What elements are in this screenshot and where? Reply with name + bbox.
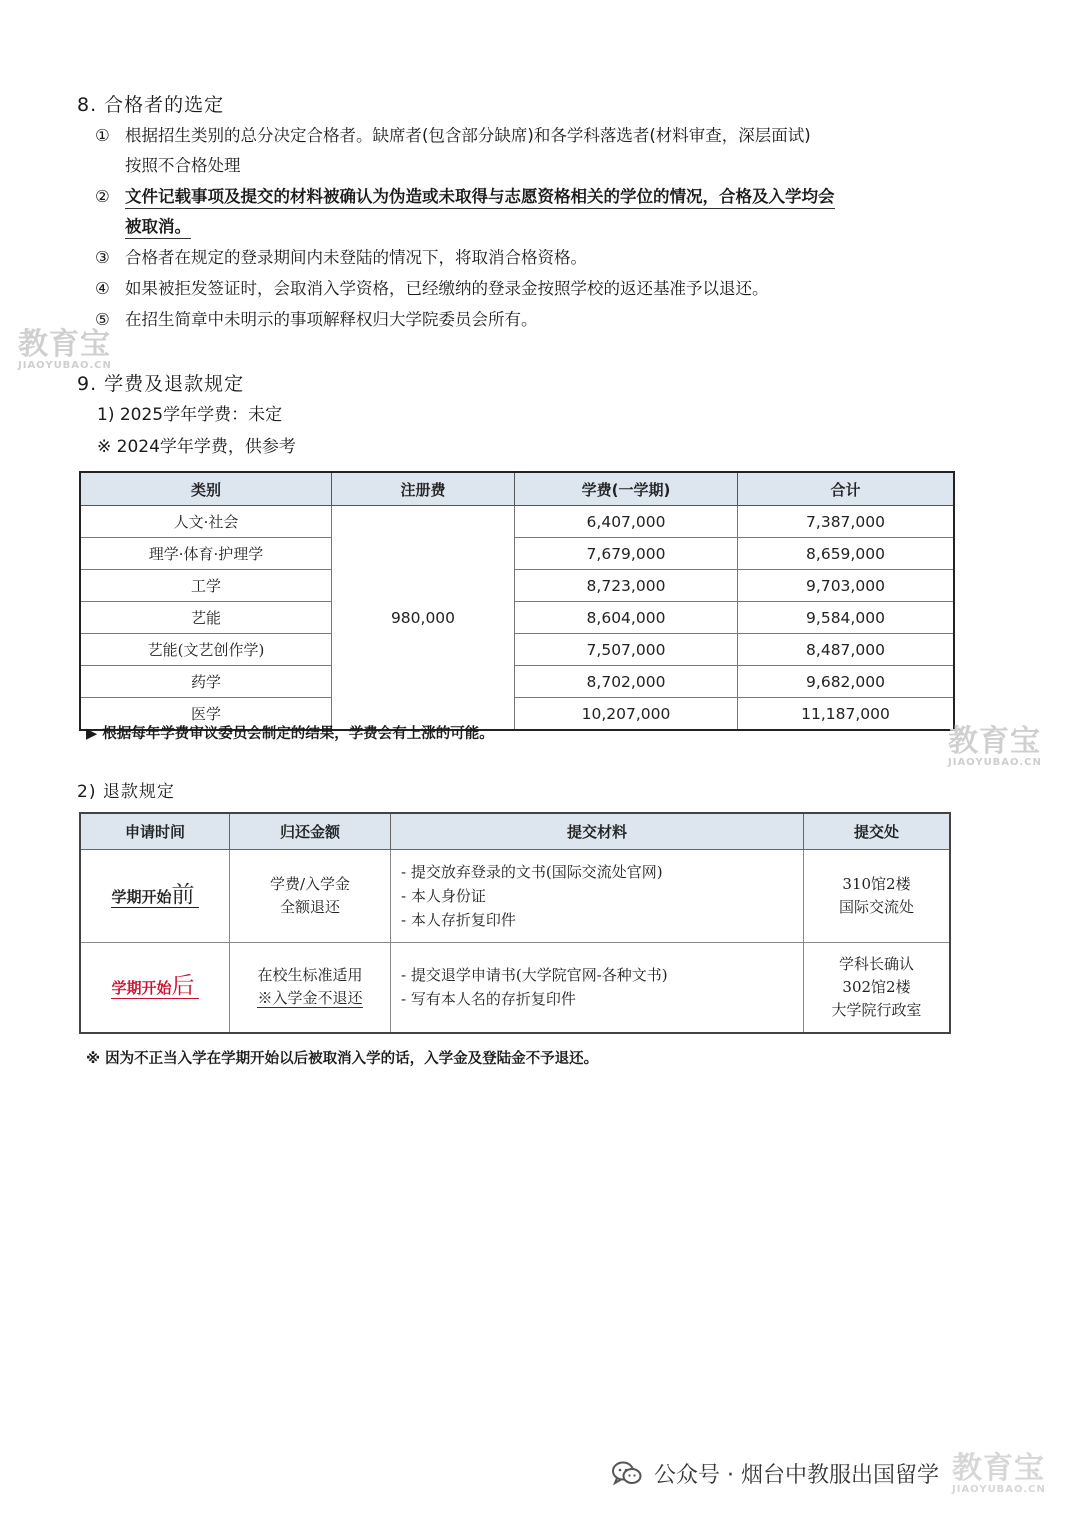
when-big: 前 <box>171 881 195 908</box>
col-header: 合计 <box>738 472 955 506</box>
col-header: 类别 <box>80 472 332 506</box>
material-item: - 本人身份证 <box>401 887 486 905</box>
list-item <box>95 246 587 270</box>
item-number: ⑤ <box>95 310 110 329</box>
materials-cell <box>391 850 804 943</box>
col-header: 提交处 <box>804 813 951 850</box>
category-cell: 艺能(文艺创作学) <box>80 634 332 666</box>
watermark-logo <box>952 1451 1046 1495</box>
tuition-cell: 8,723,000 <box>515 570 738 602</box>
refund-note: ※ 因为不正当入学在学期开始以后被取消入学的话，入学金及登陆金不予退还。 <box>86 1051 599 1067</box>
item-number: ④ <box>95 279 110 298</box>
item-text: 在招生简章中未明示的事项解释权归大学院委员会所有。 <box>125 310 538 329</box>
col-header: 学费(一学期) <box>515 472 738 506</box>
amount-line: 在校生标准适用 <box>257 966 363 985</box>
table-header-row <box>80 472 954 506</box>
category-cell: 艺能 <box>80 602 332 634</box>
list-item <box>95 277 769 301</box>
tuition-note: ▶ 根据每年学费审议委员会制定的结果，学费会有上涨的可能。 <box>86 726 494 742</box>
watermark-subtext: JIAOYUBAO.CN <box>18 360 112 371</box>
item-number: ③ <box>95 248 110 267</box>
table-row <box>80 943 950 1033</box>
item-text: 文件记载事项及提交的材料被确认为伪造或未取得与志愿资格相关的学位的情况，合格及入学均会 <box>125 187 835 209</box>
tuition-cell: 6,407,000 <box>515 506 738 538</box>
amount-line: 学费/入学金 <box>269 875 351 893</box>
office-line: 310馆2楼 <box>842 875 911 893</box>
office-line: 国际交流处 <box>838 898 914 916</box>
watermark-text: 教育宝 <box>18 327 111 362</box>
tuition-table <box>79 471 955 731</box>
table-row <box>80 850 950 943</box>
material-item: - 提交放弃登录的文书(国际交流处官网) <box>401 863 663 881</box>
when-prefix: 学期开始 <box>111 978 172 997</box>
watermark-logo <box>948 724 1042 768</box>
wechat-icon <box>612 1461 642 1487</box>
category-cell: 人文·社会 <box>80 506 332 538</box>
category-cell: 医学 <box>80 698 332 731</box>
total-cell: 11,187,000 <box>738 698 955 731</box>
refund-title: 2) 退款规定 <box>77 782 175 802</box>
table-row <box>80 538 954 570</box>
item-text-cont <box>125 215 191 239</box>
item-number: ① <box>95 126 110 145</box>
watermark-subtext: JIAOYUBAO.CN <box>948 757 1042 768</box>
tuition-2025: 1) 2025学年学费：未定 <box>97 405 283 425</box>
amount-cell <box>230 943 391 1033</box>
col-header: 归还金额 <box>230 813 391 850</box>
tuition-cell: 8,702,000 <box>515 666 738 698</box>
tuition-cell: 7,507,000 <box>515 634 738 666</box>
watermark-subtext: JIAOYUBAO.CN <box>952 1484 1046 1495</box>
list-item <box>95 124 811 148</box>
section9-title: 9. 学费及退款规定 <box>77 373 245 395</box>
tuition-cell: 8,604,000 <box>515 602 738 634</box>
office-cell <box>804 943 951 1033</box>
footer-text: 公众号 · 烟台中教服出国留学 <box>654 1463 939 1488</box>
col-header: 申请时间 <box>80 813 230 850</box>
category-cell: 药学 <box>80 666 332 698</box>
item-number: ② <box>95 187 110 206</box>
office-cell <box>804 850 951 943</box>
material-item: - 提交退学申请书(大学院官网-各种文书) <box>401 966 668 984</box>
table-row <box>80 666 954 698</box>
total-cell: 9,584,000 <box>738 602 955 634</box>
table-header-row <box>80 813 950 850</box>
when-prefix: 学期开始 <box>111 887 172 906</box>
table-row <box>80 506 954 538</box>
total-cell: 7,387,000 <box>738 506 955 538</box>
item-text-cont-span: 被取消。 <box>125 217 191 239</box>
total-cell: 8,659,000 <box>738 538 955 570</box>
material-item: - 写有本人名的存折复印件 <box>401 990 576 1008</box>
tuition-cell: 7,679,000 <box>515 538 738 570</box>
total-cell: 9,703,000 <box>738 570 955 602</box>
table-row <box>80 570 954 602</box>
col-header: 注册费 <box>332 472 515 506</box>
list-item <box>95 308 538 332</box>
list-item <box>95 185 835 209</box>
category-cell: 工学 <box>80 570 332 602</box>
col-header: 提交材料 <box>391 813 804 850</box>
item-text: 如果被拒发签证时，会取消入学资格，已经缴纳的登录金按照学校的返还基准予以退还。 <box>125 279 769 298</box>
office-line: 大学院行政室 <box>831 1000 922 1019</box>
table-row <box>80 634 954 666</box>
amount-cell <box>230 850 391 943</box>
item-text: 根据招生类别的总分决定合格者。缺席者(包含部分缺席)和各学科落选者(材料审查，深层面试) <box>125 126 811 145</box>
amount-line: 全额退还 <box>279 898 340 916</box>
tuition-2024-label: ※ 2024学年学费，供参考 <box>97 437 296 457</box>
table-row <box>80 602 954 634</box>
item-text: 合格者在规定的登录期间内未登陆的情况下，将取消合格资格。 <box>125 248 587 267</box>
tuition-cell: 10,207,000 <box>515 698 738 731</box>
total-cell: 9,682,000 <box>738 666 955 698</box>
category-cell: 理学·体育·护理学 <box>80 538 332 570</box>
item-text-cont: 按照不合格处理 <box>125 156 241 175</box>
registration-fee-cell: 980,000 <box>332 506 515 731</box>
when-big: 后 <box>171 972 195 999</box>
materials-cell <box>391 943 804 1033</box>
office-line: 302馆2楼 <box>842 977 911 996</box>
office-line: 学科长确认 <box>838 954 914 973</box>
when-cell <box>80 850 230 943</box>
footer <box>612 1458 939 1489</box>
section8-title: 8. 合格者的选定 <box>77 94 225 116</box>
amount-line: ※入学金不退还 <box>257 989 363 1008</box>
watermark-text: 教育宝 <box>948 724 1041 759</box>
total-cell: 8,487,000 <box>738 634 955 666</box>
refund-table <box>79 812 951 1034</box>
watermark-logo <box>18 327 112 371</box>
when-label <box>111 881 198 908</box>
material-item: - 本人存折复印件 <box>401 911 516 929</box>
watermark-text: 教育宝 <box>952 1451 1045 1486</box>
when-label <box>111 972 198 999</box>
when-cell <box>80 943 230 1033</box>
